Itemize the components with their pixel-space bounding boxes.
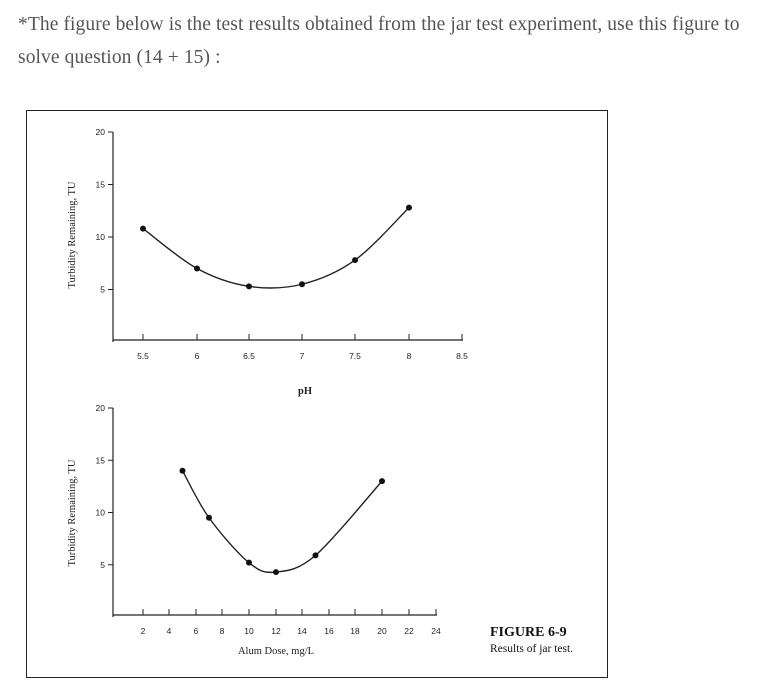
dose-x-tick-label: 2	[140, 626, 146, 636]
ph-y-tick-label: 20	[95, 127, 105, 137]
dose-data-point	[379, 478, 385, 484]
figure-subcaption: Results of jar test.	[490, 643, 574, 655]
dose-data-point	[246, 560, 252, 566]
dose-y-tick-label: 10	[95, 507, 105, 518]
figure-caption	[490, 625, 573, 655]
dose-x-tick-label: 8	[219, 626, 225, 636]
dose-y-axis-title: Turbidity Remaining, TU	[67, 459, 78, 567]
dose-data-point	[180, 468, 186, 474]
dose-y-tick-label: 20	[95, 403, 105, 413]
ph-data-point	[246, 283, 252, 289]
ph-data-point	[194, 266, 200, 272]
ph-x-axis-title: pH	[297, 386, 313, 397]
ph-x-tick-label: 6	[194, 351, 200, 361]
dose-data-point	[273, 569, 279, 575]
intro-text: *The figure below is the test results obtained from the jar test experiment, use this figure to solve question (14 + 15) :	[18, 14, 740, 68]
dose-x-axis-title: Alum Dose, mg/L	[237, 646, 315, 657]
dose-y-tick-label: 5	[100, 559, 105, 570]
ph-y-tick-label: 15	[95, 179, 105, 190]
dose-x-tick-label: 16	[324, 626, 334, 636]
ph-series-line	[143, 208, 409, 288]
dose-x-tick-label: 22	[404, 626, 414, 636]
ph-x-tick-label: 8.5	[456, 351, 468, 361]
ph-x-tick-label: 6.5	[243, 351, 255, 361]
figure-number: FIGURE 6-9	[490, 625, 567, 640]
dose-x-tick-label: 18	[350, 626, 360, 636]
ph-data-point	[406, 205, 412, 211]
dose-y-tick-label: 15	[95, 455, 105, 466]
ph-y-tick-label: 5	[100, 284, 105, 295]
dose-x-tick-label: 24	[431, 626, 441, 636]
dose-x-tick-label: 20	[377, 626, 387, 636]
ph-y-tick-label: 10	[95, 232, 105, 242]
dose-x-tick-label: 14	[297, 626, 307, 636]
ph-x-tick-label: 5.5	[137, 351, 149, 361]
dose-data-point	[206, 515, 212, 521]
ph-chart	[67, 127, 468, 397]
ph-x-tick-label: 7.5	[349, 351, 361, 361]
dose-x-tick-label: 4	[166, 626, 172, 636]
dose-data-point	[313, 552, 319, 558]
dose-series-line	[183, 471, 383, 573]
dose-x-tick-label: 10	[244, 626, 254, 636]
ph-data-point	[299, 281, 305, 287]
ph-data-point	[352, 257, 358, 263]
ph-y-axis-title: Turbidity Remaining, TU	[67, 181, 78, 289]
dose-x-tick-label: 12	[271, 626, 281, 636]
ph-x-tick-label: 7	[299, 351, 305, 361]
dose-chart	[67, 403, 441, 657]
ph-data-point	[140, 226, 146, 232]
dose-x-tick-label: 6	[193, 626, 199, 636]
ph-x-tick-label: 8	[406, 351, 412, 361]
